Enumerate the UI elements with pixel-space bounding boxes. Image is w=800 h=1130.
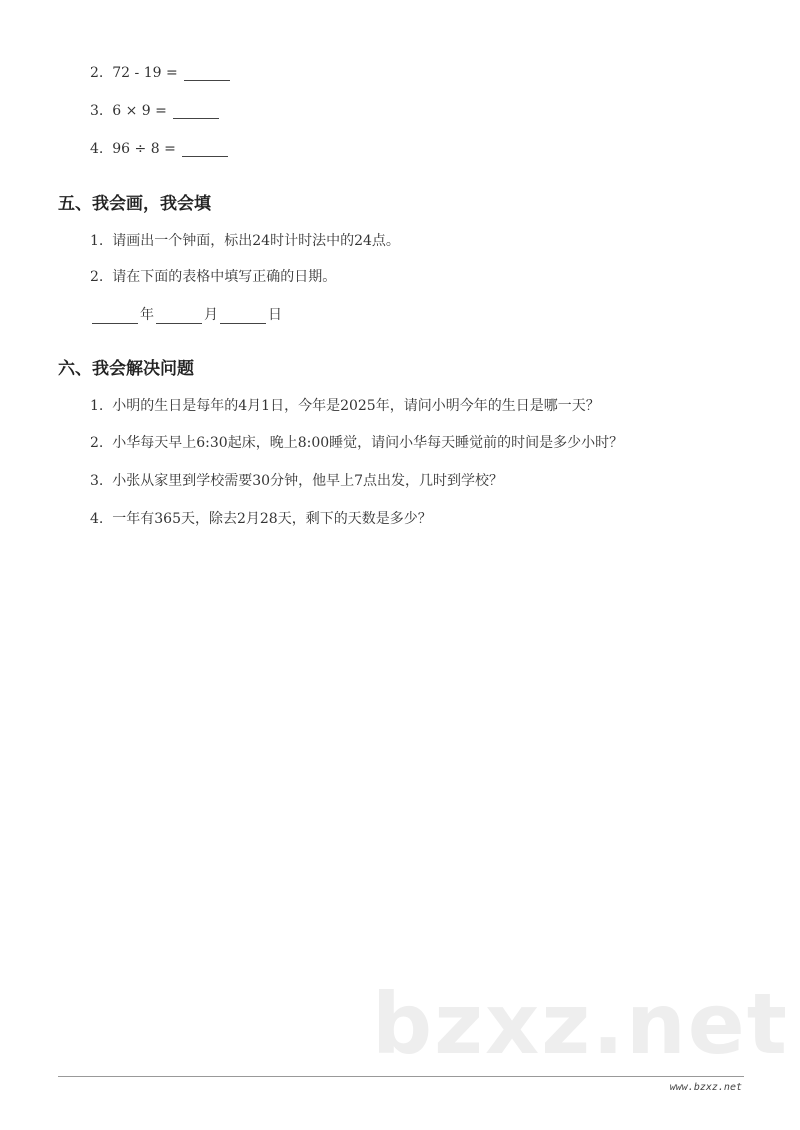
question-item: 1. 请画出一个钟面，标出24时计时法中的24点。 bbox=[90, 233, 400, 249]
answer-blank[interactable] bbox=[173, 104, 219, 119]
footer-url: www.bzxz.net bbox=[669, 1082, 742, 1093]
arith-item: 3. 6 × 9 = bbox=[90, 103, 221, 119]
section-heading: 五、我会画，我会填 bbox=[58, 194, 211, 214]
date-fill-line: 年 月 日 bbox=[90, 304, 282, 324]
question-item: 4. 一年有365天，除去2月28天，剩下的天数是多少？ bbox=[90, 511, 432, 527]
question-item: 3. 小张从家里到学校需要30分钟，他早上7点出发，几时到学校？ bbox=[90, 473, 503, 489]
day-blank[interactable] bbox=[220, 309, 266, 324]
watermark: bzxz.net bbox=[372, 975, 789, 1073]
question-item: 2. 请在下面的表格中填写正确的日期。 bbox=[90, 269, 337, 285]
footer-divider bbox=[58, 1076, 744, 1077]
section-heading: 六、我会解决问题 bbox=[58, 359, 194, 379]
month-blank[interactable] bbox=[156, 309, 202, 324]
answer-blank[interactable] bbox=[182, 142, 228, 157]
arith-item: 2. 72 - 19 = bbox=[90, 65, 232, 81]
question-item: 1. 小明的生日是每年的4月1日，今年是2025年，请问小明今年的生日是哪一天？ bbox=[90, 398, 600, 414]
answer-blank[interactable] bbox=[184, 66, 230, 81]
question-item: 2. 小华每天早上6:30起床，晚上8:00睡觉，请问小华每天睡觉前的时间是多少小时？ bbox=[90, 435, 624, 451]
arith-item: 4. 96 ÷ 8 = bbox=[90, 141, 230, 157]
year-blank[interactable] bbox=[92, 309, 138, 324]
